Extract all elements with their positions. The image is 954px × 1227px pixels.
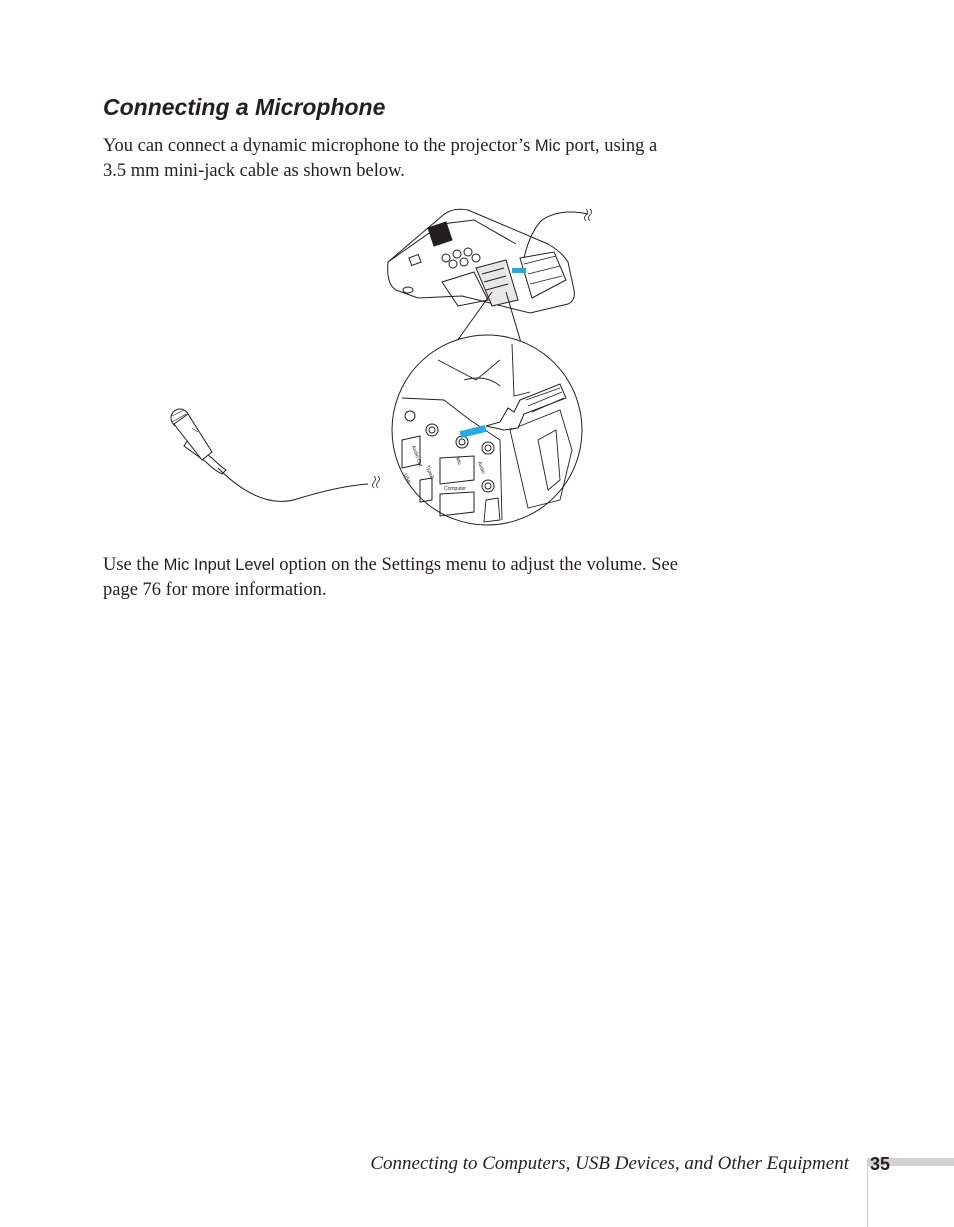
audio-label: Audio [476, 460, 487, 475]
microphone-connection-illustration [150, 195, 610, 535]
intro-text-before: You can connect a dynamic microphone to the projector’s [103, 136, 535, 156]
mic-label: Mic [454, 456, 463, 466]
settings-text-before: Use the [103, 555, 164, 575]
intro-paragraph [103, 134, 683, 184]
port-closeup-illustration [392, 335, 582, 525]
mic-port-term: Mic [534, 137, 561, 155]
usb-label: USB [402, 472, 412, 485]
microphone-illustration [171, 409, 380, 501]
settings-paragraph [103, 553, 683, 603]
section-heading: Connecting a Microphone [103, 94, 386, 120]
settings-text-after: option on the Settings menu to adjust the volume. See page 76 for more information. [103, 555, 678, 600]
page-number: 35 [870, 1154, 891, 1174]
projector-illustration [388, 209, 575, 313]
chapter-title-footer: Connecting to Computers, USB Devices, and Other Equipment [370, 1153, 849, 1174]
computer-label: Computer [444, 486, 466, 492]
type-b-label: TypeB [424, 464, 435, 481]
mic-input-level-term: Mic Input Level [163, 556, 275, 574]
page-tab-rule [867, 1158, 868, 1227]
audio-out-label: Audio Out [410, 444, 424, 468]
intro-text-after: port, using a 3.5 mm mini-jack cable as shown below. [103, 136, 658, 181]
